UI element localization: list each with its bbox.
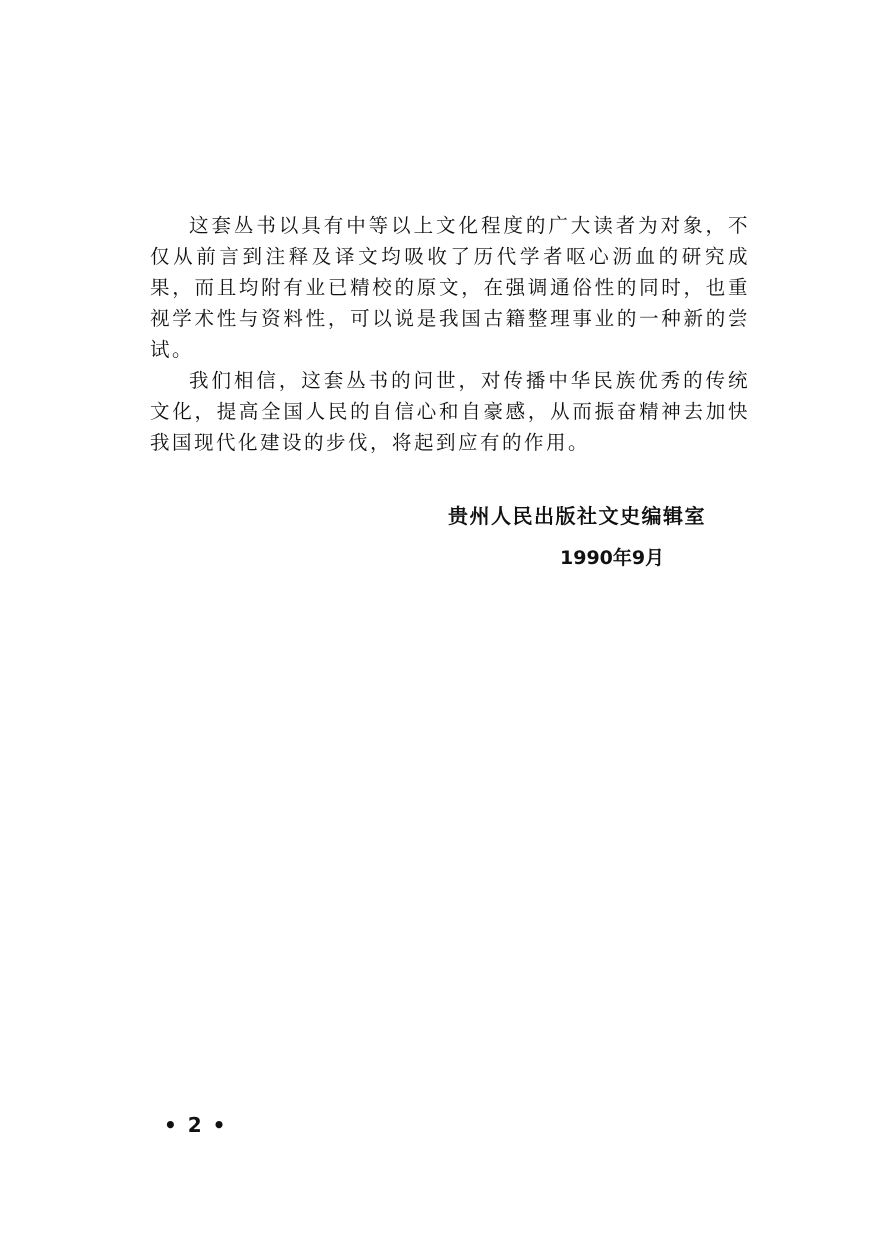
preface-body (150, 210, 750, 458)
preface-paragraph: 这套丛书以具有中等以上文化程度的广大读者为对象，不仅从前言到注释及译文均吸收了历代学者呕心沥血的研究成果，而且均附有业已精校的原文，在强调通俗性的同时，也重视学术性与资料性，可以说是我国古籍整理事业的一种新的尝试。 (150, 214, 750, 361)
page-number: • 2 • (164, 1113, 228, 1137)
preface-paragraph: 我们相信，这套丛书的问世，对传播中华民族优秀的传统文化，提高全国人民的自信心和自豪感，从而振奋精神去加快我国现代化建设的步伐，将起到应有的作用。 (150, 369, 750, 454)
editorial-signature: 贵州人民出版社文史编辑室 (448, 504, 706, 528)
signature-date: 1990年9月 (560, 547, 665, 569)
